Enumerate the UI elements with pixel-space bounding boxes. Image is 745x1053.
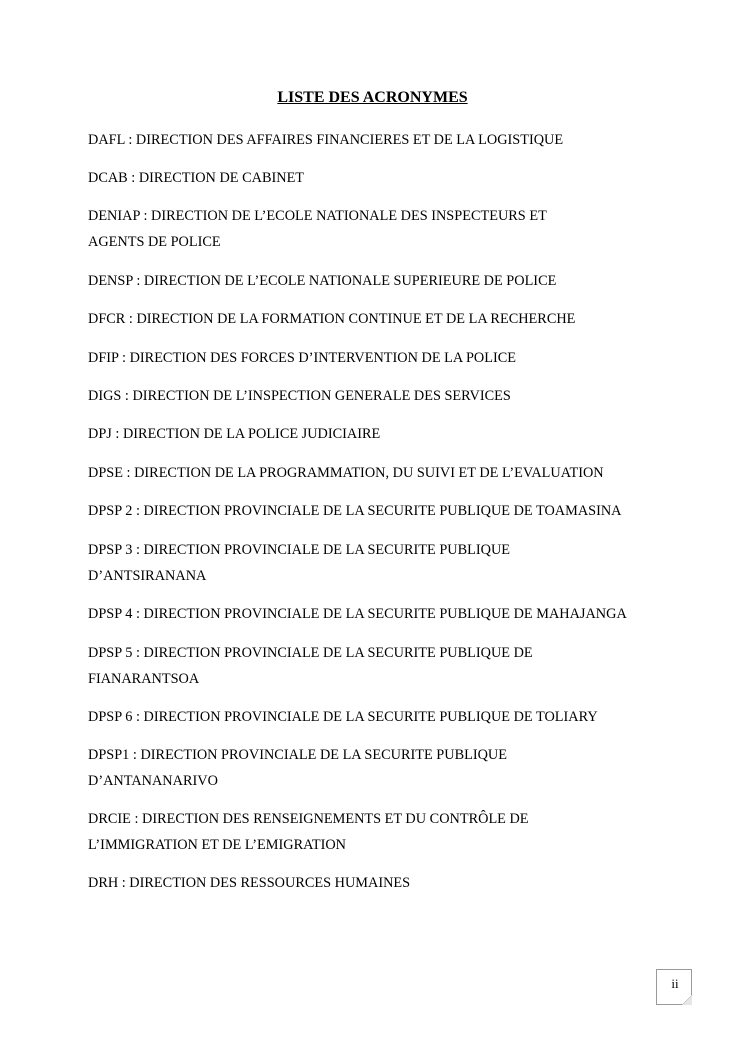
acronym-entry <box>88 870 668 896</box>
acronym-entry <box>88 537 668 589</box>
acronym-entry-line: DPSP 3 : DIRECTION PROVINCIALE DE LA SECURITE PUBLIQUE <box>88 542 511 558</box>
acronym-entry-line: DPSE : DIRECTION DE LA PROGRAMMATION, DU SUIVI ET DE L’EVALUATION <box>88 465 604 481</box>
acronym-entry-line: DRCIE : DIRECTION DES RENSEIGNEMENTS ET DU CONTRÔLE DE <box>88 811 529 827</box>
acronym-entry <box>88 383 668 409</box>
page-number: ii <box>671 976 679 991</box>
acronym-entry <box>88 640 668 692</box>
acronym-entry-line: DENIAP : DIRECTION DE L’ECOLE NATIONALE DES INSPECTEURS ET <box>88 208 547 224</box>
acronym-entry <box>88 460 668 486</box>
acronym-entry <box>88 203 668 255</box>
page-title: LISTE DES ACRONYMES <box>277 89 468 106</box>
acronym-entry-line: DPSP1 : DIRECTION PROVINCIALE DE LA SECURITE PUBLIQUE <box>88 747 507 763</box>
acronym-entry-line: DRH : DIRECTION DES RESSOURCES HUMAINES <box>88 875 411 891</box>
acronym-entry-line: DPSP 2 : DIRECTION PROVINCIALE DE LA SECURITE PUBLIQUE DE TOAMASINA <box>88 503 622 519</box>
acronym-entry-line: DPSP 6 : DIRECTION PROVINCIALE DE LA SECURITE PUBLIQUE DE TOLIARY <box>88 709 598 725</box>
acronym-entry-line: D’ANTSIRANANA <box>88 568 207 584</box>
acronym-entry-line: DCAB : DIRECTION DE CABINET <box>88 170 305 186</box>
acronym-entry <box>88 742 668 794</box>
acronym-entry <box>88 498 668 524</box>
acronym-entry <box>88 306 668 332</box>
acronym-entry <box>88 127 668 153</box>
acronym-entry-line: L’IMMIGRATION ET DE L’EMIGRATION <box>88 837 346 853</box>
page-corner-fold-icon <box>682 995 692 1005</box>
acronym-entry <box>88 704 668 730</box>
acronym-entry <box>88 268 668 294</box>
acronym-entry-line: DPJ : DIRECTION DE LA POLICE JUDICIAIRE <box>88 426 381 442</box>
acronym-entry-line: DIGS : DIRECTION DE L’INSPECTION GENERALE DES SERVICES <box>88 388 511 404</box>
acronym-entry <box>88 806 668 858</box>
acronym-entry-line: DFCR : DIRECTION DE LA FORMATION CONTINUE ET DE LA RECHERCHE <box>88 311 576 327</box>
acronym-entry-line: DPSP 4 : DIRECTION PROVINCIALE DE LA SECURITE PUBLIQUE DE MAHAJANGA <box>88 606 627 622</box>
page-number-box <box>656 969 692 1005</box>
acronym-entry-line: D’ANTANANARIVO <box>88 773 218 789</box>
acronym-entry-line: DAFL : DIRECTION DES AFFAIRES FINANCIERES ET DE LA LOGISTIQUE <box>88 132 564 148</box>
acronym-entry-line: DPSP 5 : DIRECTION PROVINCIALE DE LA SECURITE PUBLIQUE DE <box>88 645 533 661</box>
acronym-entry <box>88 165 668 191</box>
acronym-entry-line: DFIP : DIRECTION DES FORCES D’INTERVENTION DE LA POLICE <box>88 350 517 366</box>
acronym-entry <box>88 345 668 371</box>
acronym-entry-line: FIANARANTSOA <box>88 671 200 687</box>
acronym-entry-line: DENSP : DIRECTION DE L’ECOLE NATIONALE SUPERIEURE DE POLICE <box>88 273 557 289</box>
acronym-entry-line: AGENTS DE POLICE <box>88 234 221 250</box>
acronym-entry <box>88 601 668 627</box>
acronym-entry <box>88 421 668 447</box>
